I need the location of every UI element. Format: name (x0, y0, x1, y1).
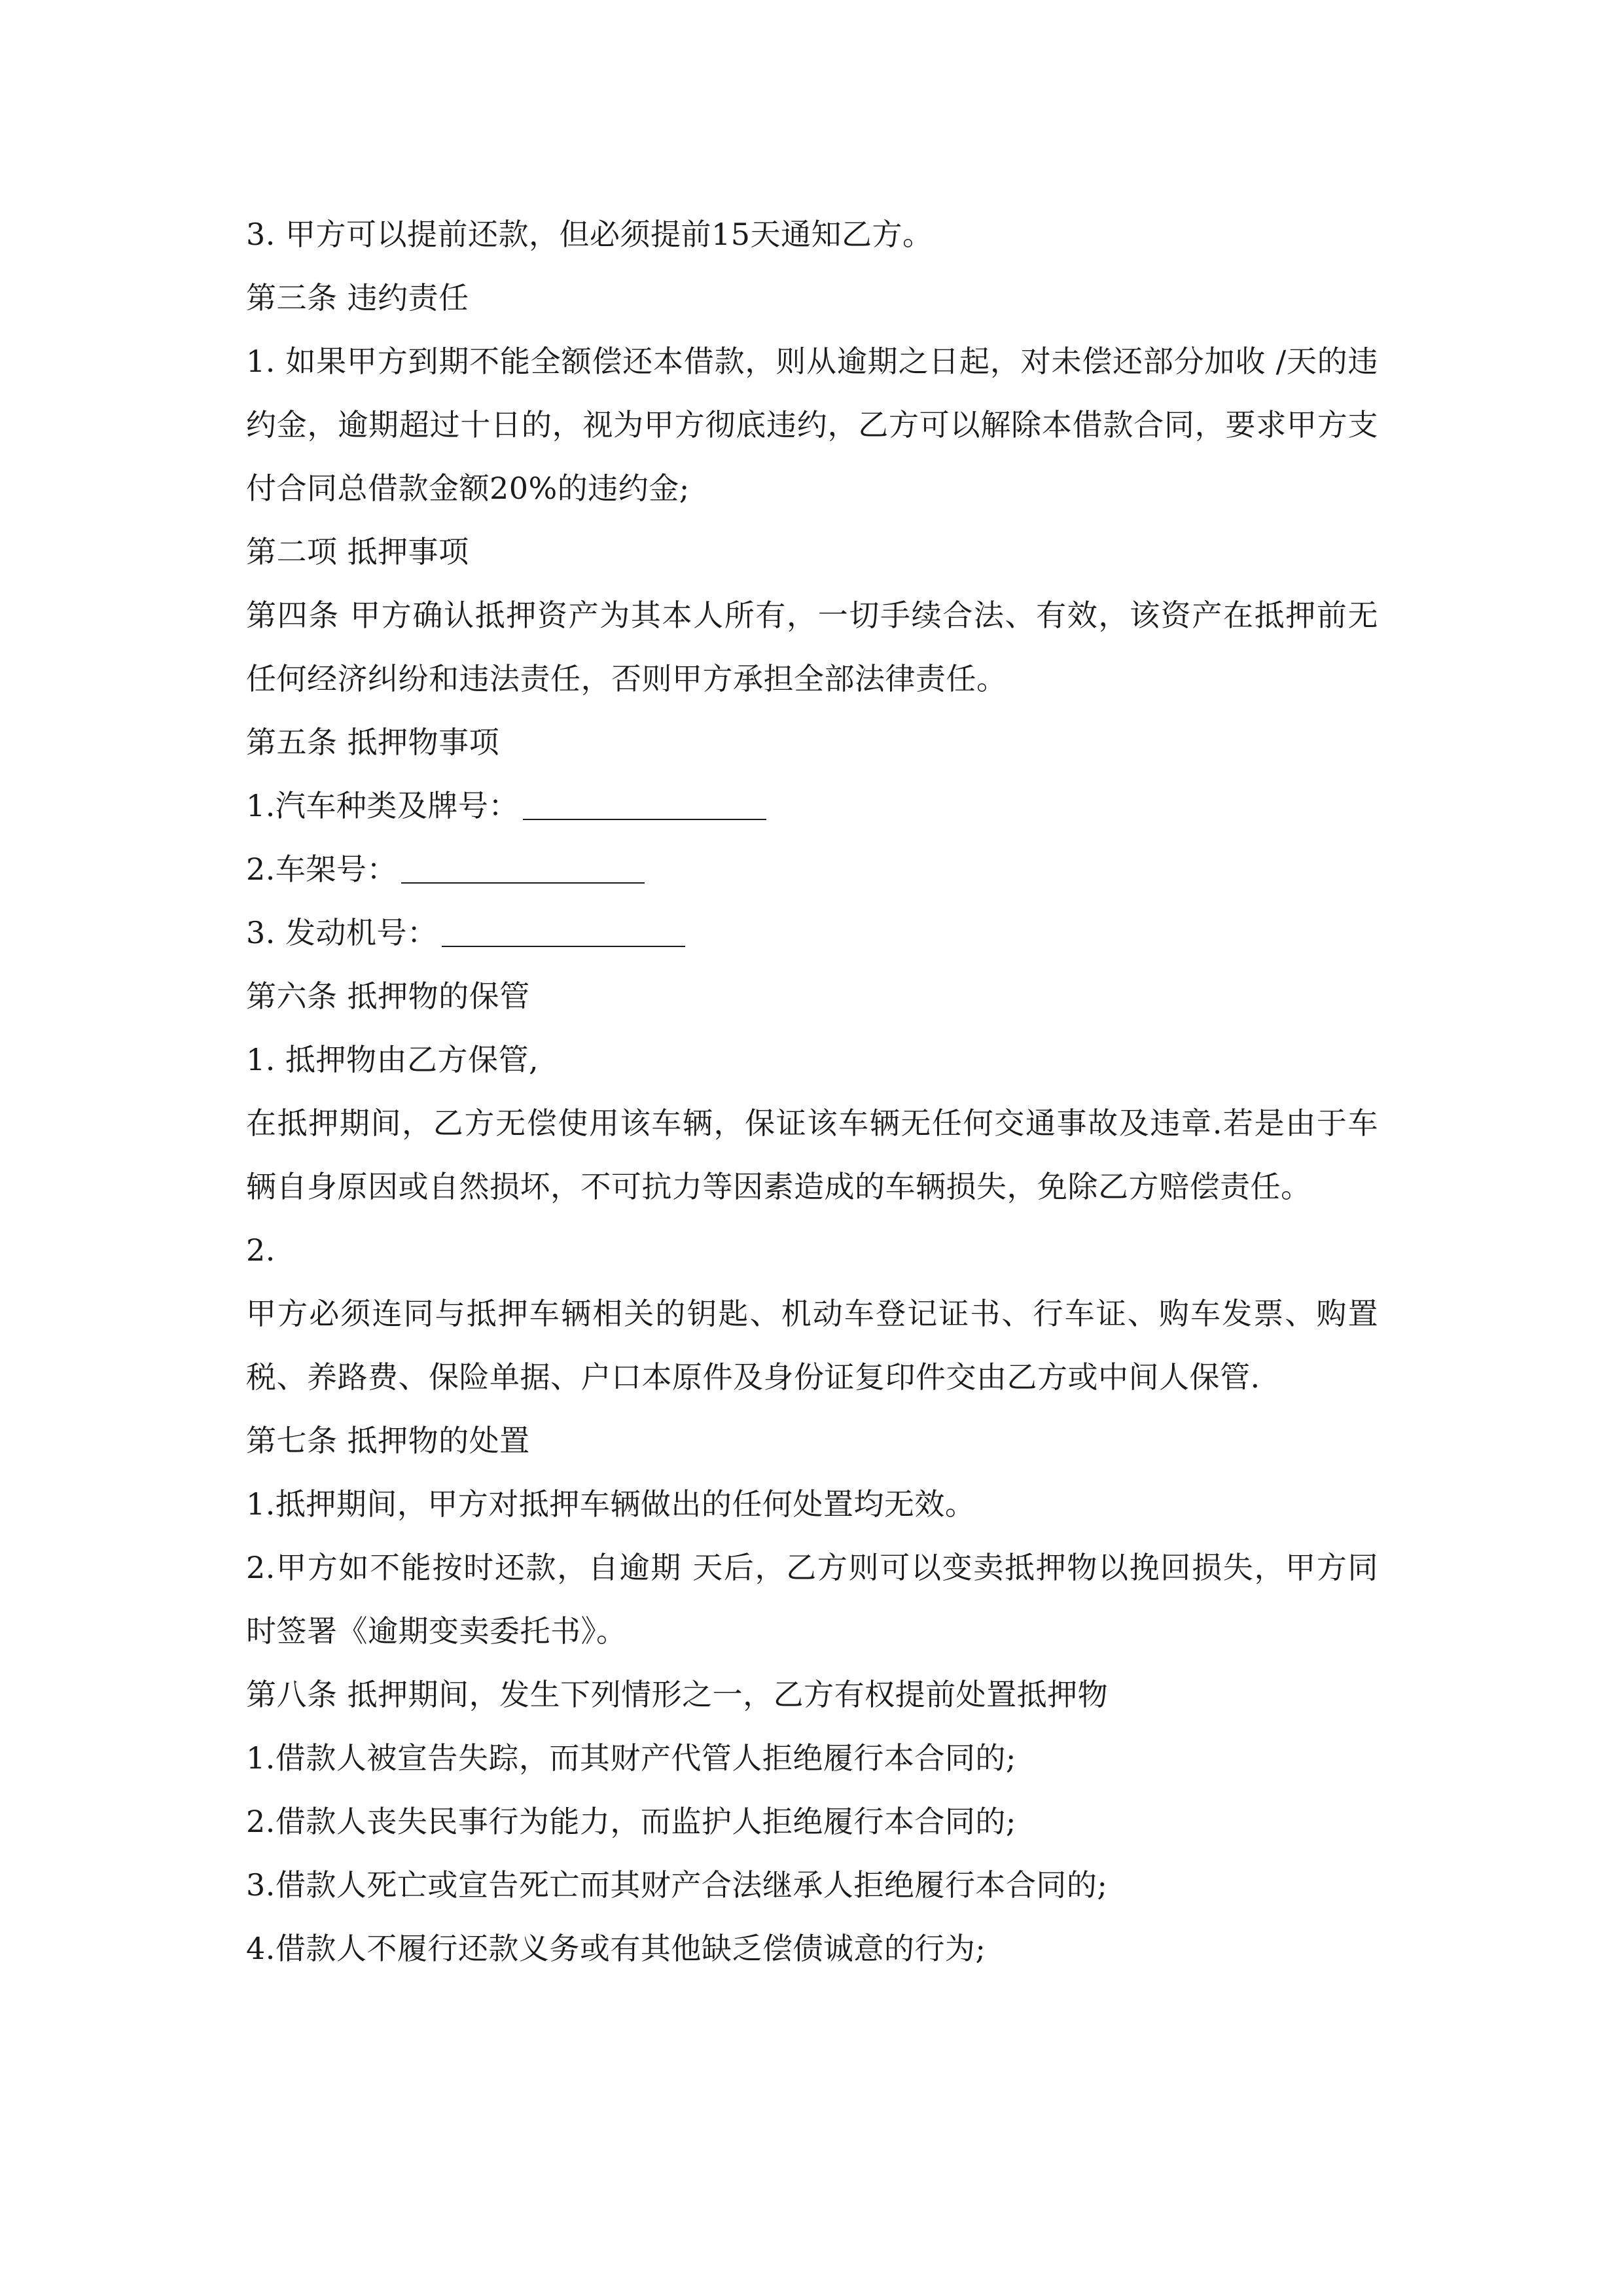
vehicle-type-plate-blank (523, 793, 766, 820)
document-body (246, 203, 1378, 1981)
condition-missing: 1.借款人被宣告失踪，而其财产代管人拒绝履行本合同的; (246, 1740, 1016, 1776)
field-frame-number (246, 838, 1378, 901)
condition-default: 4.借款人不履行还款义务或有其他缺乏偿债诚意的行为; (246, 1931, 986, 1966)
field-frame-number-label: 2.车架号： (246, 852, 397, 887)
clause-custody: 1. 抵押物由乙方保管, (246, 1042, 539, 1077)
field-vehicle-type-plate (246, 774, 1378, 838)
clause-documents-handover: 甲方必须连同与抵押车辆相关的钥匙、机动车登记证书、行车证、购车发票、购置税、养路费、保险单据、户口本原件及身份证复印件交由乙方或中间人保管. (246, 1296, 1378, 1395)
field-vehicle-type-plate-label: 1.汽车种类及牌号： (246, 788, 519, 823)
frame-number-blank (401, 856, 645, 884)
clause-custody-detail: 在抵押期间，乙方无偿使用该车辆，保证该车辆无任何交通事故及违章.若是由于车辆自身原因或自然损坏，不可抗力等因素造成的车辆损失，免除乙方赔偿责任。 (246, 1105, 1378, 1204)
field-engine-number (246, 901, 1378, 965)
clause-late-penalty: 1. 如果甲方到期不能全额偿还本借款，则从逾期之日起，对未偿还部分加收 /天的违约金，逾期超过十日的，视为甲方彻底违约，乙方可以解除本借款合同，要求甲方支付合同总借款金额20%的违约金; (246, 344, 1378, 506)
condition-death: 3.借款人死亡或宣告死亡而其财产合法继承人拒绝履行本合同的; (246, 1867, 1108, 1903)
condition-incapacity: 2.借款人丧失民事行为能力，而监护人拒绝履行本合同的; (246, 1804, 1016, 1839)
article-6-heading: 第六条 抵押物的保管 (246, 978, 530, 1014)
section-2-heading: 第二项 抵押事项 (246, 534, 469, 569)
article-7-heading: 第七条 抵押物的处置 (246, 1423, 530, 1458)
field-engine-number-label: 3. 发动机号： (246, 915, 438, 950)
clause-overdue-sale: 2.甲方如不能按时还款，自逾期 天后，乙方则可以变卖抵押物以挽回损失，甲方同时签署《逾期变卖委托书》。 (246, 1550, 1378, 1649)
clause-2-number: 2. (246, 1232, 276, 1268)
engine-number-blank (442, 920, 685, 947)
article-5-heading: 第五条 抵押物事项 (246, 725, 500, 760)
article-8-heading: 第八条 抵押期间，发生下列情形之一，乙方有权提前处置抵押物 (246, 1677, 1109, 1712)
clause-disposal-invalid: 1.抵押期间，甲方对抵押车辆做出的任何处置均无效。 (246, 1486, 976, 1522)
article-4-text: 第四条 甲方确认抵押资产为其本人所有，一切手续合法、有效，该资产在抵押前无任何经济纠纷和违法责任，否则甲方承担全部法律责任。 (246, 598, 1378, 696)
article-3-heading: 第三条 违约责任 (246, 280, 469, 315)
clause-prepayment: 3. 甲方可以提前还款，但必须提前15天通知乙方。 (246, 217, 933, 252)
